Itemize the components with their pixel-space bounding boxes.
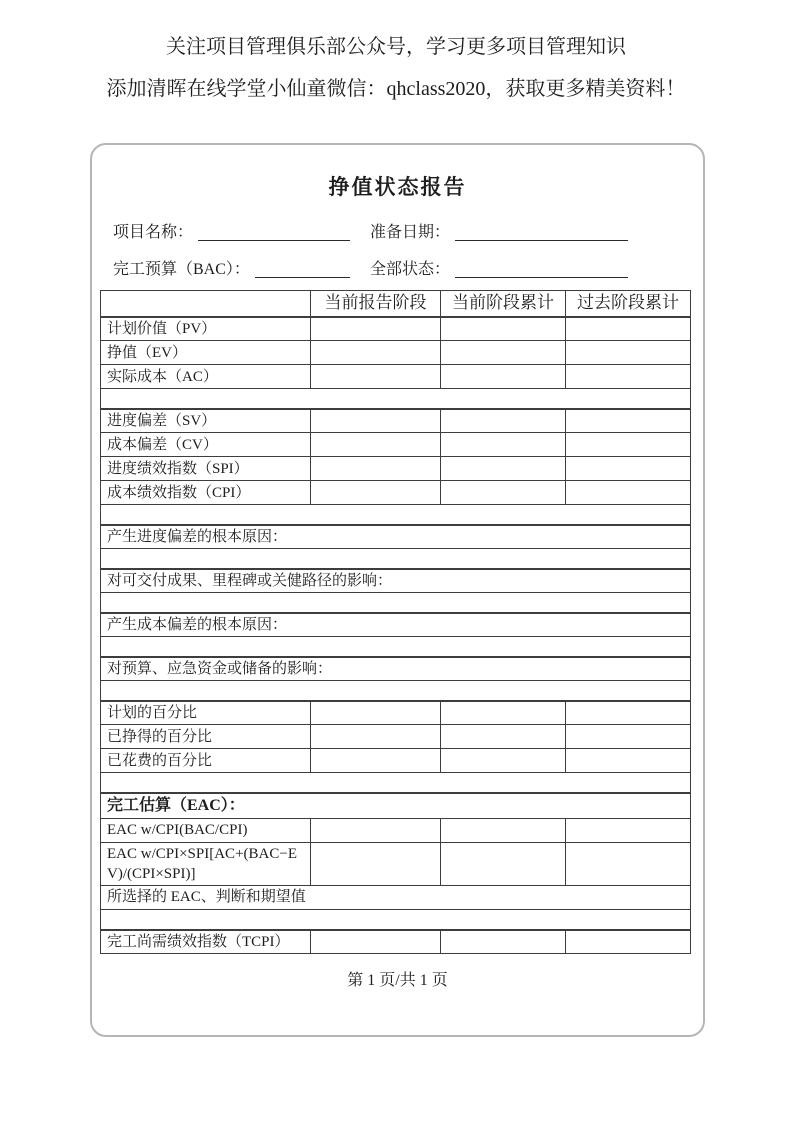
- value-cell: [441, 481, 566, 505]
- value-cell: [441, 725, 566, 749]
- table-row-cv: [101, 433, 691, 457]
- section-label: 产生成本偏差的根本原因：: [101, 613, 691, 637]
- spacer-cell: [101, 549, 691, 569]
- value-cell: [311, 725, 441, 749]
- row-label-ev: 挣值（EV）: [101, 341, 311, 365]
- spacer-cell: [101, 681, 691, 701]
- spacer-row: [101, 549, 691, 569]
- col-header-past-period-cumulative: 过去阶段累计: [566, 291, 691, 317]
- table-row-tcpi: [101, 930, 691, 954]
- overall-status-blank-line: [455, 274, 628, 278]
- row-label-cv: 成本偏差（CV）: [101, 433, 311, 457]
- value-cell: [566, 481, 691, 505]
- section-label: 产生进度偏差的根本原因：: [101, 525, 691, 549]
- value-cell: [441, 365, 566, 389]
- spacer-cell: [101, 637, 691, 657]
- table-row-percent-spent: [101, 749, 691, 773]
- earned-value-table: [100, 290, 691, 954]
- value-cell: [566, 701, 691, 725]
- header-fields: [113, 219, 681, 280]
- spacer-row: [101, 681, 691, 701]
- table-row-percent-planned: [101, 701, 691, 725]
- project-name-label: 项目名称：: [113, 224, 194, 241]
- field-project-name: [113, 219, 370, 243]
- value-cell: [311, 481, 441, 505]
- report-card: [90, 143, 705, 1037]
- section-label-eac: 完工估算（EAC）：: [101, 793, 691, 818]
- value-cell: [441, 749, 566, 773]
- value-cell: [566, 930, 691, 954]
- field-bac: [113, 256, 370, 280]
- prep-date-blank-line: [455, 237, 628, 241]
- spacer-row: [101, 593, 691, 613]
- value-cell: [566, 457, 691, 481]
- value-cell: [311, 842, 441, 886]
- section-label-selected-eac: 所选择的 EAC、判断和期望值: [101, 886, 691, 910]
- row-label-percent-earned: 已挣得的百分比: [101, 725, 311, 749]
- overall-status-label: 全部状态：: [370, 261, 451, 278]
- table-row-ac: [101, 365, 691, 389]
- table-row-eac-cpi: [101, 818, 691, 842]
- field-prep-date: [370, 219, 681, 243]
- section-row-eac-header: [101, 793, 691, 818]
- row-label-spi: 进度绩效指数（SPI）: [101, 457, 311, 481]
- value-cell: [311, 433, 441, 457]
- spacer-cell: [101, 505, 691, 525]
- report-title: 挣值状态报告: [328, 176, 467, 199]
- spacer-cell: [101, 389, 691, 409]
- spacer-row: [101, 505, 691, 525]
- bac-blank-line: [255, 274, 350, 278]
- promo-line-1: 关注项目管理俱乐部公众号，学习更多项目管理知识: [166, 36, 626, 58]
- value-cell: [566, 365, 691, 389]
- table-row-spi: [101, 457, 691, 481]
- value-cell: [566, 818, 691, 842]
- value-cell: [566, 842, 691, 886]
- row-label-pv: 计划价值（PV）: [101, 317, 311, 341]
- section-row-deliverable-impact: [101, 569, 691, 593]
- value-cell: [566, 749, 691, 773]
- value-cell: [311, 365, 441, 389]
- value-cell: [566, 317, 691, 341]
- value-cell: [441, 930, 566, 954]
- spacer-row: [101, 637, 691, 657]
- row-label-cpi: 成本绩效指数（CPI）: [101, 481, 311, 505]
- value-cell: [311, 457, 441, 481]
- section-row-budget-impact: [101, 657, 691, 681]
- table-header-row: [101, 291, 691, 317]
- bac-label: 完工预算（BAC）：: [113, 261, 250, 278]
- table-row-eac-cpi-spi: [101, 842, 691, 886]
- section-label: 对可交付成果、里程碑或关健路径的影响：: [101, 569, 691, 593]
- value-cell: [441, 818, 566, 842]
- spacer-cell: [101, 593, 691, 613]
- value-cell: [441, 409, 566, 433]
- table-row-sv: [101, 409, 691, 433]
- row-label-sv: 进度偏差（SV）: [101, 409, 311, 433]
- row-label-percent-planned: 计划的百分比: [101, 701, 311, 725]
- spacer-row: [101, 389, 691, 409]
- value-cell: [311, 701, 441, 725]
- spacer-cell: [101, 773, 691, 793]
- promo-line-2: 添加清晖在线学堂小仙童微信：qhclass2020，获取更多精美资料！: [106, 78, 686, 100]
- value-cell: [441, 842, 566, 886]
- field-row-2: [113, 256, 681, 280]
- spacer-row: [101, 773, 691, 793]
- spacer-cell: [101, 910, 691, 930]
- col-header-current-report-period: 当前报告阶段: [311, 291, 441, 317]
- row-label-ac: 实际成本（AC）: [101, 365, 311, 389]
- value-cell: [566, 725, 691, 749]
- table-row-percent-earned: [101, 725, 691, 749]
- row-label-tcpi: 完工尚需绩效指数（TCPI）: [101, 930, 311, 954]
- value-cell: [311, 317, 441, 341]
- table-row-cpi: [101, 481, 691, 505]
- value-cell: [311, 930, 441, 954]
- value-cell: [311, 409, 441, 433]
- field-row-1: [113, 219, 681, 243]
- prep-date-label: 准备日期：: [370, 224, 451, 241]
- value-cell: [441, 457, 566, 481]
- value-cell: [311, 749, 441, 773]
- value-cell: [566, 341, 691, 365]
- value-cell: [441, 341, 566, 365]
- row-label-eac-cpi: EAC w/CPI(BAC/CPI): [101, 818, 311, 842]
- spacer-row: [101, 910, 691, 930]
- section-row-cost-variance-cause: [101, 613, 691, 637]
- row-label-percent-spent: 已花费的百分比: [101, 749, 311, 773]
- value-cell: [441, 433, 566, 457]
- value-cell: [566, 433, 691, 457]
- header-empty-cell: [101, 291, 311, 317]
- value-cell: [311, 341, 441, 365]
- value-cell: [311, 818, 441, 842]
- page-indicator: 第 1 页/共 1 页: [347, 972, 448, 990]
- col-header-current-period-cumulative: 当前阶段累计: [441, 291, 566, 317]
- row-label-eac-cpi-spi: EAC w/CPI×SPI[AC+(BAC−EV)/(CPI×SPI)]: [101, 842, 311, 886]
- table-row-pv: [101, 317, 691, 341]
- section-label: 对预算、应急资金或储备的影响：: [101, 657, 691, 681]
- table-row-ev: [101, 341, 691, 365]
- value-cell: [566, 409, 691, 433]
- section-row-schedule-variance-cause: [101, 525, 691, 549]
- section-row-selected-eac: [101, 886, 691, 910]
- value-cell: [441, 701, 566, 725]
- project-name-blank-line: [198, 237, 350, 241]
- value-cell: [441, 317, 566, 341]
- field-overall-status: [370, 256, 681, 280]
